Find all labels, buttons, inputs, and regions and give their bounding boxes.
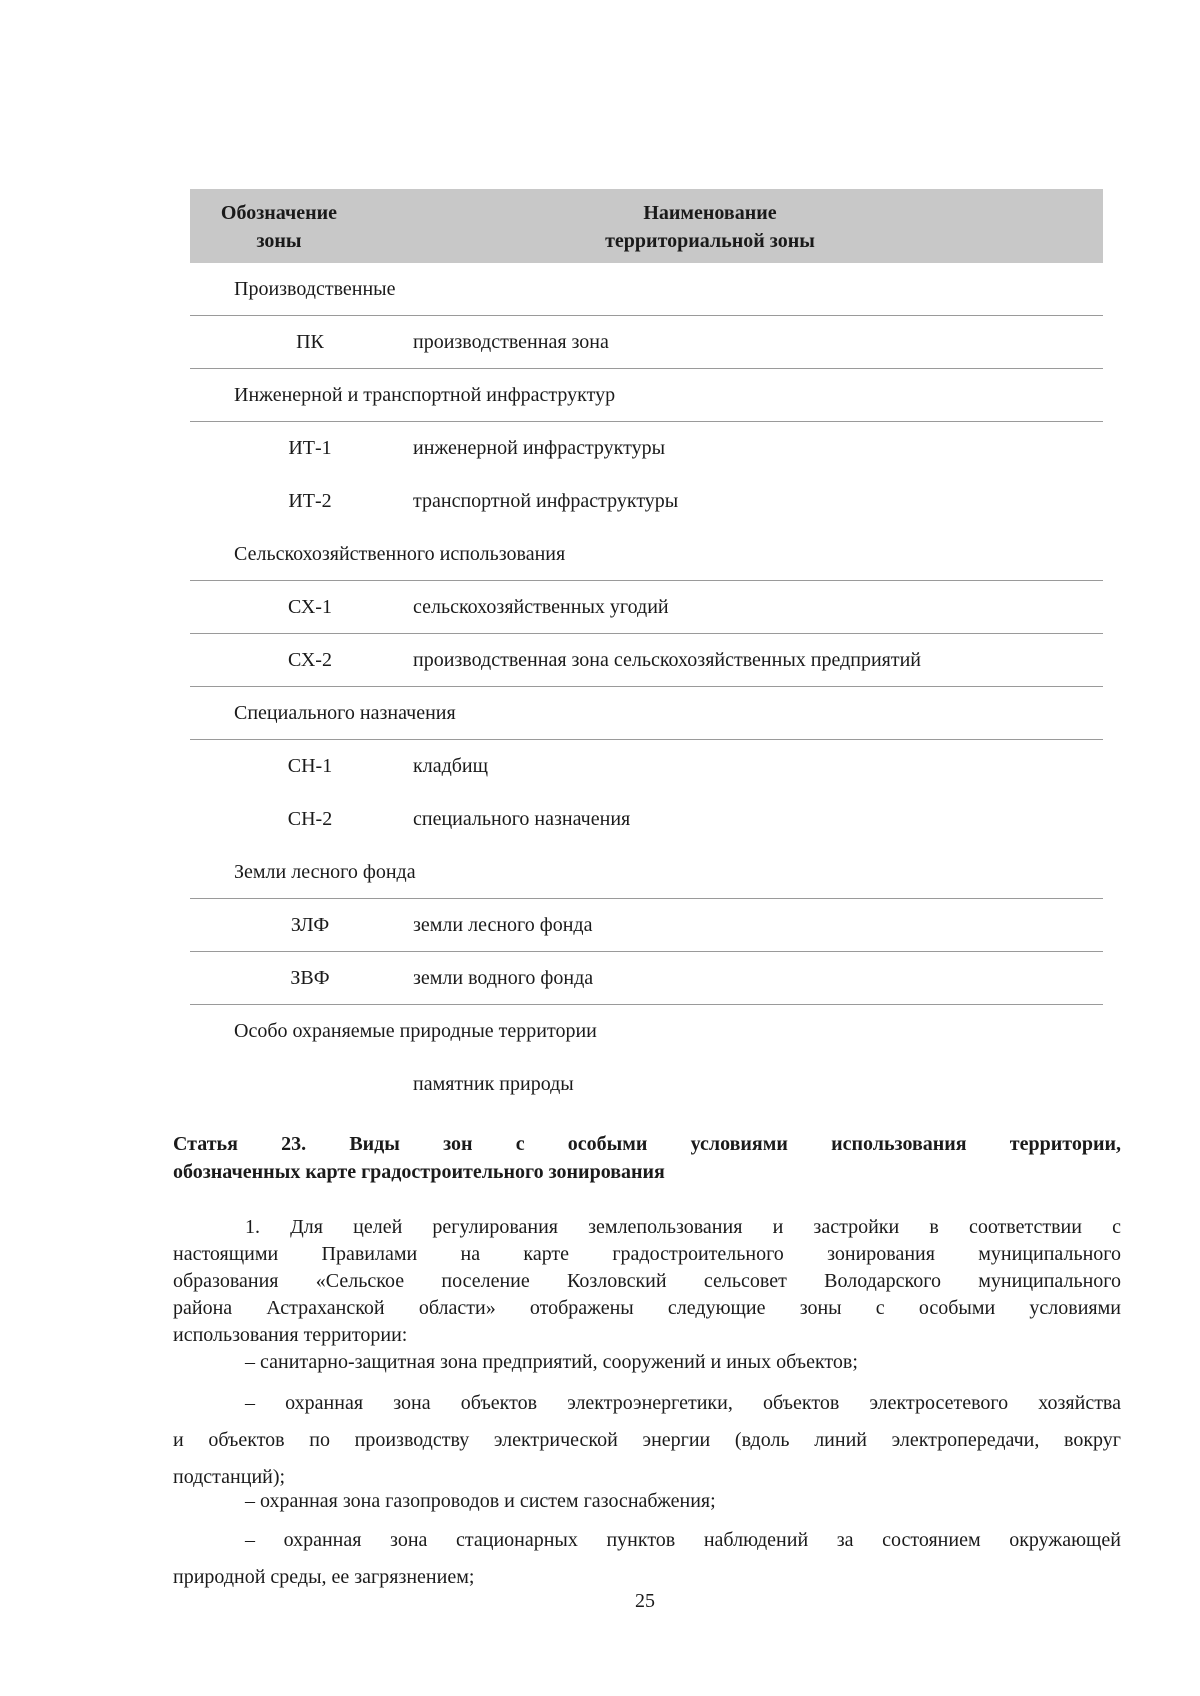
paragraph-line: 1. Для целей регулирования землепользования и застройки в соответствии с xyxy=(245,1216,1121,1238)
zone-name: производственная зона сельскохозяйственных предприятий xyxy=(413,649,922,671)
article-paragraph-1 xyxy=(173,1214,1121,1349)
group-label: Производственные xyxy=(234,278,396,300)
zone-name: инженерной инфраструктуры xyxy=(413,437,666,459)
zone-name: земли лесного фонда xyxy=(413,914,593,936)
group-label: Особо охраняемые природные территории xyxy=(234,1020,597,1042)
list-item-text: – охранная зона объектов электроэнергетики, объектов электросетевого хозяйства xyxy=(245,1392,1121,1414)
table-row xyxy=(190,952,1103,1005)
paragraph-line: образования «Сельское поселение Козловский сельсовет Володарского муниципального xyxy=(173,1270,1121,1292)
list-item-text: и объектов по производству электрической энергии (вдоль линий электропередачи, вокруг xyxy=(173,1429,1121,1451)
zone-name: специального назначения xyxy=(413,808,631,830)
table-row xyxy=(190,899,1103,952)
header-name-line2: территориальной зоны xyxy=(605,230,815,252)
list-item xyxy=(173,1385,1121,1496)
table-row xyxy=(190,422,1103,475)
zone-name: кладбищ xyxy=(413,755,489,777)
article-title xyxy=(173,1130,1121,1186)
table-row-group xyxy=(190,687,1103,740)
list-item-text: – охранная зона газопроводов и систем газоснабжения; xyxy=(245,1490,716,1512)
table-row-group xyxy=(190,369,1103,422)
zone-code: СХ-2 xyxy=(288,649,332,671)
zone-name: памятник природы xyxy=(413,1073,574,1095)
table-row-group xyxy=(190,846,1103,899)
header-code-line2: зоны xyxy=(256,230,302,252)
page-number: 25 xyxy=(635,1590,655,1612)
paragraph-line: района Астраханской области» отображены следующие зоны с особыми условиями xyxy=(173,1297,1121,1319)
zones-table xyxy=(190,189,1103,1111)
article-title-line2: обозначенных карте градостроительного зонирования xyxy=(173,1161,665,1183)
group-label: Специального назначения xyxy=(234,702,456,724)
header-zone-code xyxy=(204,199,354,255)
header-zone-name xyxy=(510,199,910,255)
group-label: Земли лесного фонда xyxy=(234,861,416,883)
zone-name: земли водного фонда xyxy=(413,967,594,989)
list-item-text: – санитарно-защитная зона предприятий, сооружений и иных объектов; xyxy=(245,1351,858,1373)
list-item-text: – охранная зона стационарных пунктов наблюдений за состоянием окружающей xyxy=(245,1529,1121,1551)
zone-code: ЗЛФ xyxy=(290,914,330,936)
list-item xyxy=(173,1522,1121,1596)
table-row xyxy=(190,316,1103,369)
table-row xyxy=(190,793,1103,846)
table-row-group xyxy=(190,1005,1103,1058)
list-item-text: подстанций); xyxy=(173,1466,286,1488)
header-name-line1: Наименование xyxy=(643,202,777,224)
zone-code: ИТ-1 xyxy=(288,437,332,459)
table-row-group xyxy=(190,528,1103,581)
list-item xyxy=(173,1349,1121,1376)
zone-code: ПК xyxy=(296,331,324,353)
group-label: Инженерной и транспортной инфраструктур xyxy=(234,384,616,406)
zone-name: производственная зона xyxy=(413,331,609,353)
zone-name: сельскохозяйственных угодий xyxy=(413,596,669,618)
header-code-line1: Обозначение xyxy=(220,202,338,224)
table-row xyxy=(190,634,1103,687)
table-row xyxy=(190,1058,1103,1111)
table-header xyxy=(190,189,1103,263)
paragraph-line: использования территории: xyxy=(173,1324,408,1346)
paragraph-line: настоящими Правилами на карте градостроительного зонирования муниципального xyxy=(173,1243,1121,1265)
table-row-group xyxy=(190,263,1103,316)
zone-name: транспортной инфраструктуры xyxy=(413,490,679,512)
zone-code: СН-2 xyxy=(287,808,333,830)
table-row xyxy=(190,740,1103,793)
list-item xyxy=(173,1488,1121,1515)
zone-code: ЗВФ xyxy=(290,967,330,989)
zone-code: ИТ-2 xyxy=(288,490,332,512)
zone-code: СН-1 xyxy=(287,755,333,777)
article-title-line1: Статья 23. Виды зон с особыми условиями использования территории, xyxy=(173,1133,1121,1155)
zone-code: СХ-1 xyxy=(288,596,332,618)
table-row xyxy=(190,475,1103,528)
list-item-text: природной среды, ее загрязнением; xyxy=(173,1566,475,1588)
group-label: Сельскохозяйственного использования xyxy=(234,543,566,565)
table-row xyxy=(190,581,1103,634)
